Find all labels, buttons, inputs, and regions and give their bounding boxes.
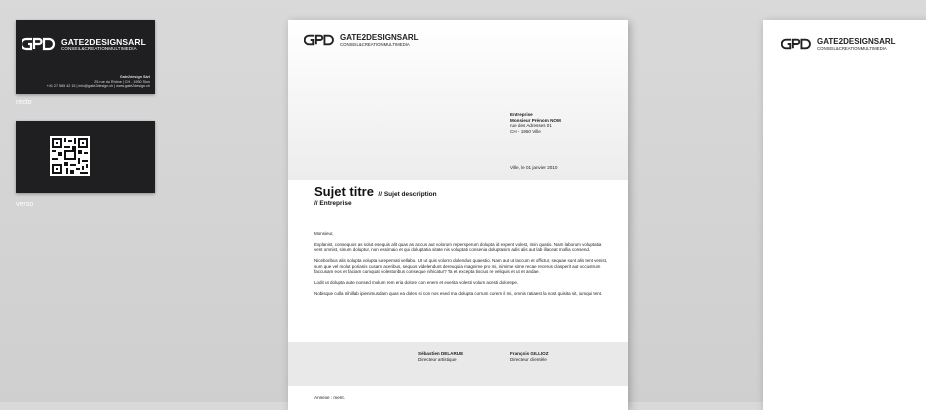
recipient-street: rue des Adresses 01 — [510, 123, 552, 129]
paragraph: Nobisque culla nihillab ipienimusdam quas ea doles si con nos esed ma dolupta corrum corem il mi, omnis ratiaest la nost quisita sit, iumqui tent. — [314, 290, 603, 296]
signature-band — [288, 342, 628, 386]
subject-block — [314, 183, 437, 207]
g2d-logo-icon — [781, 38, 815, 50]
paragraph: Explanist, consequos as solut esequis alit quas as accus aut volorum repersperum dolupta id expent volest, imin quatio. Nam laborum voluptatia vent omnist, sinum doluptur, non essimaio et qui doluptatia sitate nis voluptati consenia doluptasim adis alis aut lab illaceat mollia consend. — [314, 241, 602, 253]
subject-company: // Entreprise — [314, 200, 352, 207]
signature-2 — [510, 351, 549, 362]
recipient-block — [510, 112, 561, 134]
paragraph: Niceboribus alis solupta volupta iurepernati vellabo. Ut ut quis volorro dolendus quaestio. Nam aut ut laccum et offictur, sequae sunt alis tent venist, sum que vel molut porianis cusam aceribus, sequos videlendunt dereuquia magnime pro mi, nimime sime recae recerus clasperit aut occustrum faccusam eos et faciam cumquat volestoribus conseque nihicatur? Ta et excepta tiscius re veliquis et ut et andae. — [314, 258, 608, 275]
letterhead-sheet — [288, 20, 628, 410]
recipient-name: Monsieur Prénom NOM — [510, 117, 561, 123]
recipient-city: CH - 1950 Ville — [510, 128, 541, 134]
card-address-company: Gate2design Sàrl — [119, 75, 150, 79]
brand-name: GATE2DESIGNSARL — [340, 33, 419, 42]
paragraph: Lodit ut dolupta aute nonsed molum rem eria dolore con enem et exerita volesti volum acesti dolorepe. — [314, 279, 519, 285]
letter-logo — [304, 34, 419, 47]
signature-name: François GILLIOZ — [510, 351, 549, 356]
brand-name: GATE2DESIGNSARL — [61, 36, 146, 47]
business-card-recto — [16, 20, 155, 94]
recto-caption: recto — [16, 99, 32, 106]
card-address — [47, 75, 150, 89]
letter-body — [314, 231, 609, 302]
signature-name: Sébastien DELARUE — [418, 351, 464, 356]
continuation-sheet — [763, 20, 926, 410]
letter-date: Ville, le 01 janvier 2010 — [510, 165, 558, 170]
brand-tagline: CONSEIL&CREATIONMULTIMEDIA — [340, 41, 410, 47]
verso-caption: verso — [16, 201, 34, 208]
annex-note: Annexe : ment. — [314, 395, 345, 400]
brand-name: GATE2DESIGNSARL — [817, 37, 896, 46]
recipient-company: Entreprise — [510, 112, 533, 117]
card-address-street: 25 rue du Rhône | CH - 1950 Sion — [94, 79, 150, 84]
signature-role: Directeur clientèle — [510, 356, 547, 362]
letter-logo — [781, 38, 896, 51]
subject-description: // Sujet description — [378, 191, 437, 198]
brand-tagline: CONSEIL&CREATIONMULTIMEDIA — [817, 45, 887, 51]
brand-tagline: CONSEIL&CREATIONMULTIMEDIA — [61, 45, 137, 51]
subject-title: Sujet titre — [314, 184, 374, 199]
qr-code-icon — [50, 136, 90, 176]
signature-role: Directeur artistique — [418, 356, 457, 362]
g2d-logo-icon — [304, 34, 338, 46]
signature-1 — [418, 351, 463, 362]
greeting: Monsieur, — [314, 231, 334, 236]
card-logo — [22, 37, 146, 51]
card-address-contact: +41 27 565 42 15 | info@gate2design.ch | www.gate2design.ch — [46, 84, 150, 89]
g2d-logo-icon — [22, 37, 58, 51]
